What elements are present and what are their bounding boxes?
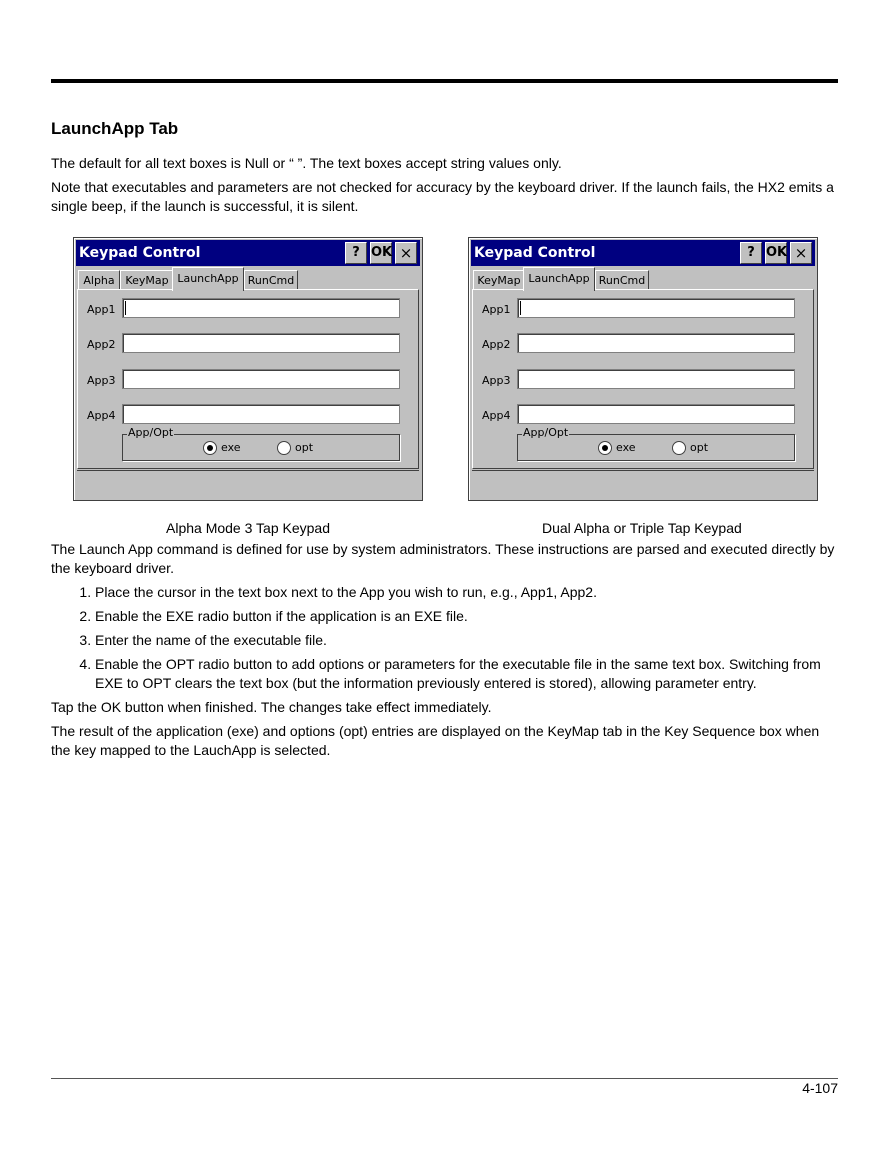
text-caret: [520, 301, 521, 315]
app3-input[interactable]: [122, 369, 400, 389]
screenshots: [73, 237, 819, 501]
tab-keymap[interactable]: KeyMap: [473, 270, 525, 290]
section-heading: LaunchApp Tab: [51, 119, 179, 138]
body-paragraph-3: The result of the application (exe) and options (opt) entries are displayed on the KeyMap tab in the Key Sequence box when the key mapped to the LauchApp is selected.: [51, 723, 820, 758]
app2-input[interactable]: [122, 333, 400, 353]
list-item: 3. Enter the name of the executable file.: [95, 631, 839, 650]
app3-input[interactable]: [517, 369, 795, 389]
help-button[interactable]: ?: [345, 242, 367, 264]
dialog-title: Keypad Control: [474, 245, 596, 261]
app1-label: App1: [482, 303, 511, 316]
tab-strip: [473, 268, 813, 290]
app2-label: App2: [87, 338, 116, 351]
dialog-bottom-strip: [472, 470, 814, 497]
list-item: 1. Place the cursor in the text box next to the App you wish to run, e.g., App1, App2.: [95, 583, 839, 602]
app4-label: App4: [482, 409, 511, 422]
app-opt-group: [122, 426, 400, 461]
dialog-title: Keypad Control: [79, 245, 201, 261]
instructions: [51, 540, 839, 765]
tab-runcmd[interactable]: RunCmd: [595, 270, 649, 290]
tab-keymap[interactable]: KeyMap: [120, 270, 174, 290]
intro-paragraph-1: The default for all text boxes is Null or “ ”. The text boxes accept string values only.: [51, 155, 562, 171]
app3-label: App3: [482, 374, 511, 387]
body-paragraph-1: The Launch App command is defined for use by system administrators. These instructions are parsed and executed directly by the keyboard driver.: [51, 541, 835, 576]
section-intro: [51, 118, 839, 221]
app2-input[interactable]: [517, 333, 795, 353]
exe-radio-label: exe: [616, 441, 636, 454]
launchapp-panel: [77, 289, 419, 469]
launchapp-panel: [472, 289, 814, 469]
dialog-titlebar: [76, 240, 420, 266]
dialog-bottom-strip: [77, 470, 419, 497]
header-rule: [51, 79, 838, 83]
radio-empty-icon: [672, 441, 686, 455]
intro-paragraph-2: Note that executables and parameters are not checked for accuracy by the keyboard driver. If the launch fails, the HX2 emits a single beep, if the launch is successful, it is silent.: [51, 179, 834, 214]
opt-radio[interactable]: [277, 441, 313, 455]
app1-input[interactable]: [122, 298, 400, 318]
app3-label: App3: [87, 374, 116, 387]
keypad-control-dialog-dual-alpha: [468, 237, 818, 501]
list-item: 4. Enable the OPT radio button to add options or parameters for the executable file in the same text box. Switching from EXE to OPT clears the text box (but the information previously entered is stored), allowing parameter entry.: [95, 655, 839, 693]
close-icon[interactable]: ×: [790, 242, 812, 264]
app4-input[interactable]: [517, 404, 795, 424]
opt-radio-label: opt: [690, 441, 709, 454]
keypad-control-dialog-alpha: [73, 237, 423, 501]
app4-input[interactable]: [122, 404, 400, 424]
list-item: 2. Enable the EXE radio button if the application is an EXE file.: [95, 607, 839, 626]
ok-button[interactable]: OK: [370, 242, 392, 264]
exe-radio-label: exe: [221, 441, 241, 454]
body-paragraph-2: Tap the OK button when finished. The changes take effect immediately.: [51, 699, 492, 715]
app4-label: App4: [87, 409, 116, 422]
radio-selected-icon: [203, 441, 217, 455]
close-icon[interactable]: ×: [395, 242, 417, 264]
radio-empty-icon: [277, 441, 291, 455]
caption-alpha-mode: Alpha Mode 3 Tap Keypad: [166, 520, 330, 536]
tab-launchapp[interactable]: LaunchApp: [523, 267, 595, 291]
app1-input[interactable]: [517, 298, 795, 318]
tab-runcmd[interactable]: RunCmd: [244, 270, 298, 290]
exe-radio[interactable]: [598, 441, 636, 455]
radio-selected-icon: [598, 441, 612, 455]
app-opt-group-label: App/Opt: [128, 426, 174, 439]
steps-list: [51, 583, 839, 693]
app1-label: App1: [87, 303, 116, 316]
tab-launchapp[interactable]: LaunchApp: [172, 267, 244, 291]
text-caret: [125, 301, 126, 315]
footer-rule: [51, 1078, 838, 1079]
opt-radio-label: opt: [295, 441, 314, 454]
page-number: 4-107: [802, 1080, 838, 1096]
caption-dual-alpha: Dual Alpha or Triple Tap Keypad: [542, 520, 742, 536]
app2-label: App2: [482, 338, 511, 351]
dialog-titlebar: [471, 240, 815, 266]
app-opt-group-label: App/Opt: [523, 426, 569, 439]
tab-alpha[interactable]: Alpha: [78, 270, 120, 290]
opt-radio[interactable]: [672, 441, 708, 455]
exe-radio[interactable]: [203, 441, 241, 455]
app-opt-group: [517, 426, 795, 461]
ok-button[interactable]: OK: [765, 242, 787, 264]
help-button[interactable]: ?: [740, 242, 762, 264]
tab-strip: [78, 268, 418, 290]
